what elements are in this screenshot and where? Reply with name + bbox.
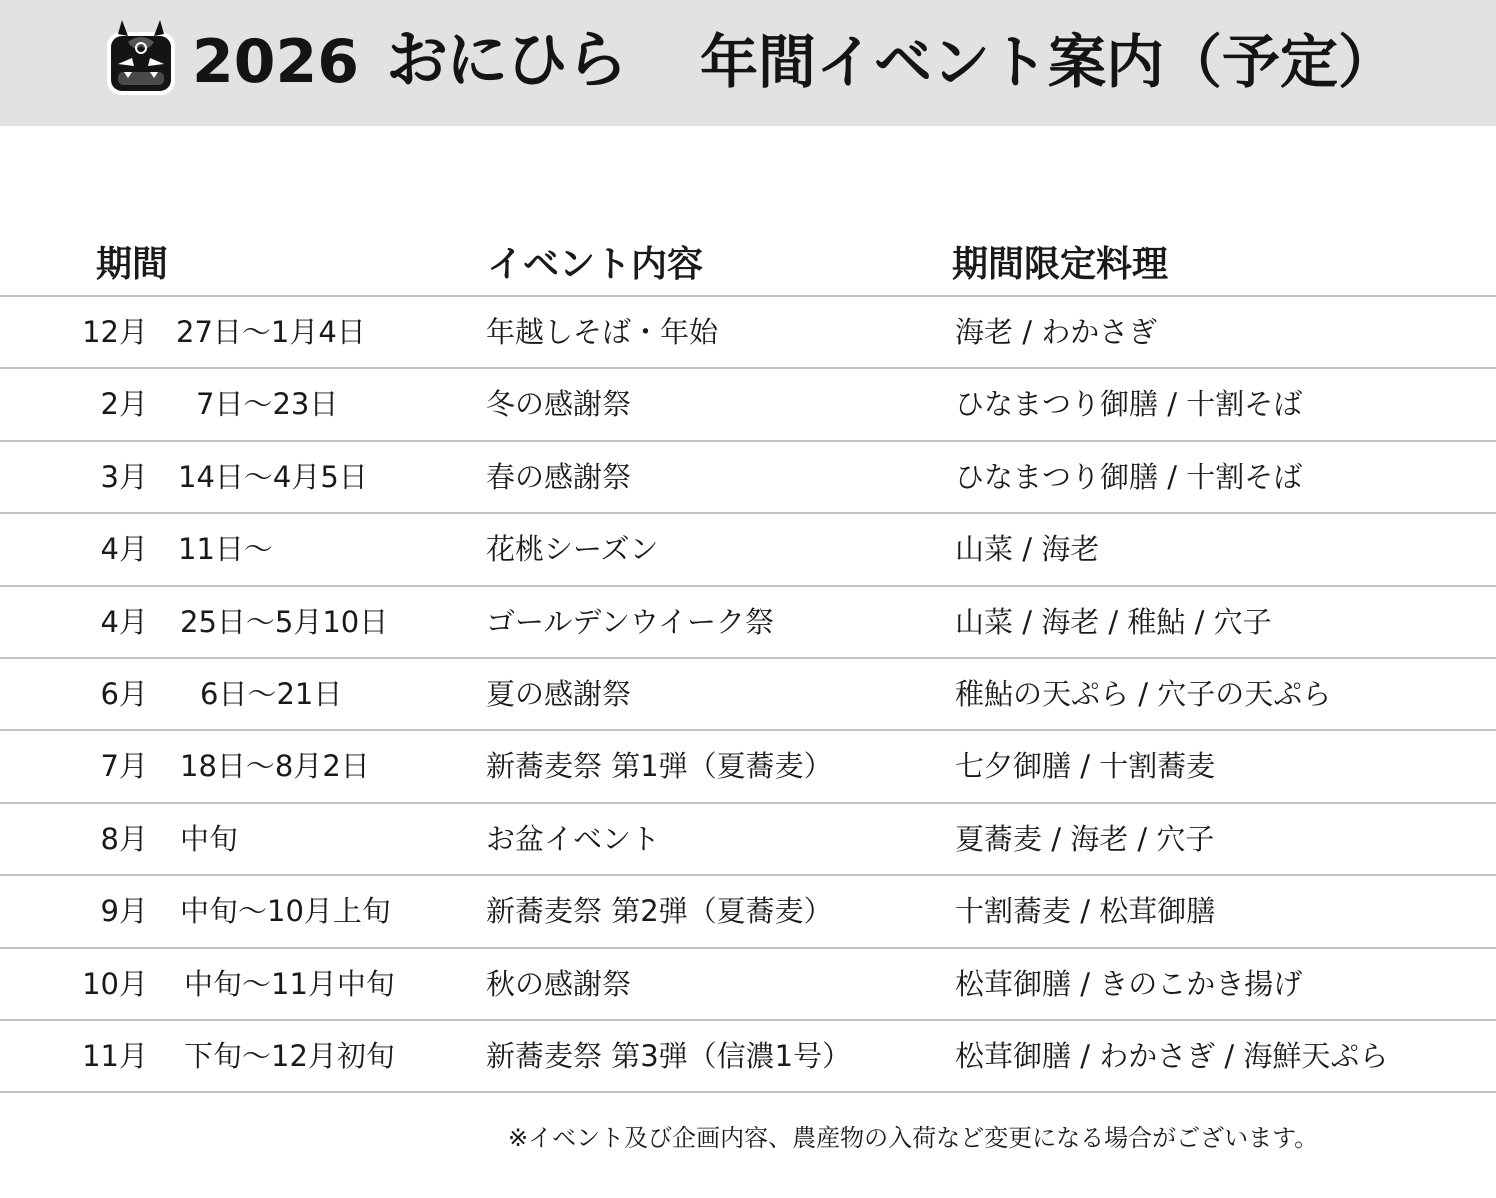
row-month: 4月 — [100, 532, 148, 567]
row-event: 春の感謝祭 — [486, 459, 632, 494]
row-days: 25日〜5月10日 — [180, 604, 389, 639]
row-dishes: 山菜 / 海老 / 稚鮎 / 穴子 — [955, 604, 1272, 639]
row-divider — [0, 729, 1496, 731]
row-event: 新蕎麦祭 第1弾（夏蕎麦） — [486, 749, 833, 784]
row-month: 4月 — [100, 604, 148, 639]
row-dishes: ひなまつり御膳 / 十割そば — [955, 387, 1303, 422]
row-divider — [0, 440, 1496, 442]
row-month: 7月 — [100, 749, 148, 784]
header-brand: おにひら — [386, 23, 627, 96]
row-days: 下旬〜12月初旬 — [184, 1039, 395, 1073]
row-event: お盆イベント — [486, 821, 661, 856]
row-event: ゴールデンウイーク祭 — [486, 604, 774, 639]
row-event: 冬の感謝祭 — [486, 387, 632, 422]
column-header-event: イベント内容 — [487, 244, 704, 285]
row-dishes: 松茸御膳 / きのこかき揚げ — [955, 966, 1303, 1001]
row-event: 花桃シーズン — [486, 532, 659, 567]
row-divider — [0, 585, 1496, 587]
row-dishes: 十割蕎麦 / 松茸御膳 — [955, 894, 1216, 929]
row-event: 夏の感謝祭 — [486, 677, 632, 711]
header-banner — [0, 0, 1496, 126]
row-days: 14日〜4月5日 — [178, 459, 368, 494]
row-month: 2月 — [100, 387, 148, 422]
row-days: 7日〜23日 — [196, 387, 339, 422]
row-dishes: 山菜 / 海老 — [955, 532, 1100, 567]
row-days: 中旬〜10月上旬 — [180, 894, 391, 929]
row-month: 6月 — [100, 677, 148, 711]
row-days: 27日〜1月4日 — [176, 315, 366, 349]
row-dishes: ひなまつり御膳 / 十割そば — [955, 459, 1303, 494]
row-days: 11日〜 — [178, 532, 273, 567]
row-dishes: 海老 / わかさぎ — [955, 315, 1158, 349]
row-days: 中旬 — [180, 821, 239, 856]
row-month: 10月 — [82, 966, 148, 1001]
row-divider — [0, 1019, 1496, 1021]
footnote: ※イベント及び企画内容、農産物の入荷など変更になる場合がございます。 — [508, 1124, 1319, 1152]
row-event: 年越しそば・年始 — [486, 315, 719, 349]
row-divider — [0, 657, 1496, 659]
row-dishes: 稚鮎の天ぷら / 穴子の天ぷら — [955, 677, 1332, 711]
row-days: 中旬〜11月中旬 — [184, 966, 395, 1001]
row-dishes: 七夕御膳 / 十割蕎麦 — [955, 749, 1216, 784]
row-days: 6日〜21日 — [200, 677, 343, 711]
oni-mask-icon — [104, 18, 178, 98]
row-month: 12月 — [82, 315, 148, 349]
column-header-period: 期間 — [96, 244, 169, 285]
row-divider — [0, 874, 1496, 876]
row-event: 新蕎麦祭 第3弾（信濃1号） — [486, 1039, 852, 1073]
row-event: 新蕎麦祭 第2弾（夏蕎麦） — [486, 894, 833, 929]
row-divider — [0, 947, 1496, 949]
row-divider — [0, 512, 1496, 514]
row-divider — [0, 802, 1496, 804]
column-header-dishes: 期間限定料理 — [952, 244, 1169, 285]
row-month: 11月 — [82, 1039, 148, 1073]
row-divider — [0, 1091, 1496, 1093]
header-title: 年間イベント案内（予定） — [700, 28, 1397, 96]
row-divider — [0, 367, 1496, 369]
row-divider — [0, 295, 1496, 297]
row-event: 秋の感謝祭 — [486, 966, 632, 1001]
row-month: 3月 — [100, 459, 148, 494]
header-year: 2026 — [192, 27, 359, 97]
row-dishes: 松茸御膳 / わかさぎ / 海鮮天ぷら — [955, 1039, 1389, 1073]
row-days: 18日〜8月2日 — [180, 749, 370, 784]
row-month: 9月 — [100, 894, 148, 929]
row-month: 8月 — [100, 821, 148, 856]
row-dishes: 夏蕎麦 / 海老 / 穴子 — [955, 821, 1215, 856]
